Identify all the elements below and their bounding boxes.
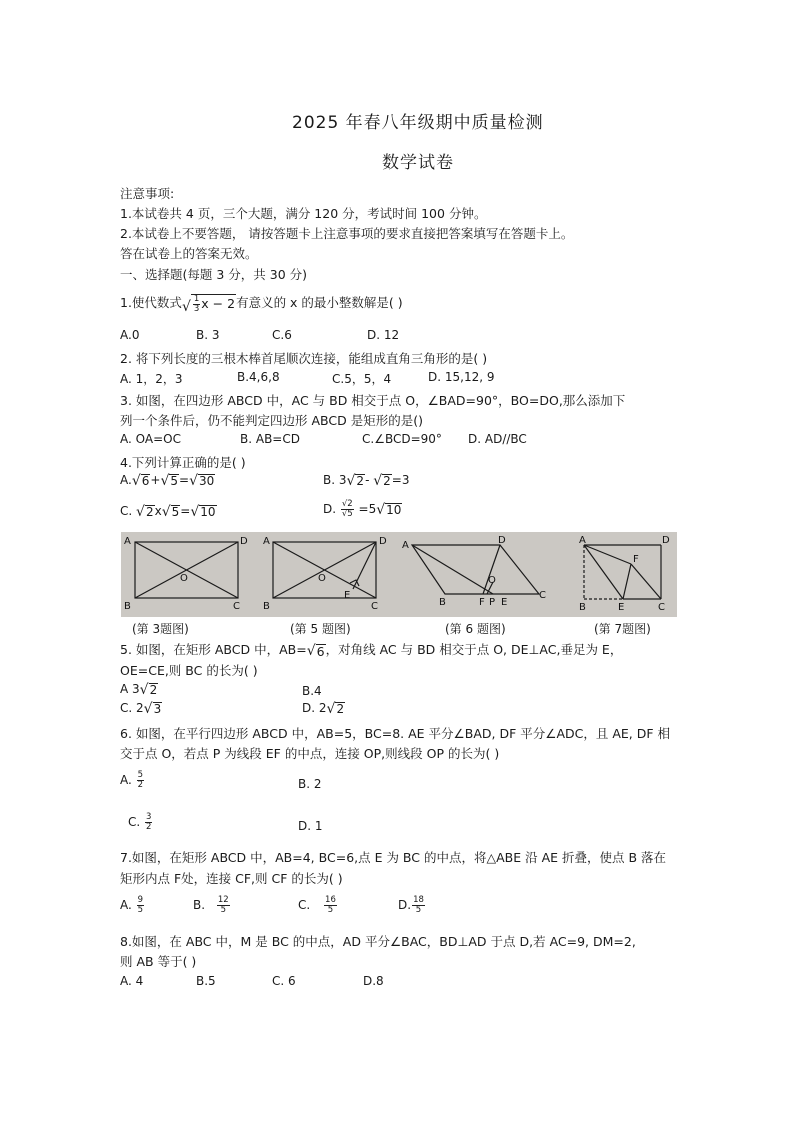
q4-b-minus: - [365,473,374,487]
fig6-label-a: A [402,540,409,551]
question-5-line-1: 5. 如图，在矩形 ABCD 中，AB= √ 6 ，对角线 AC 与 BD 相交于点 O, DE⊥AC,垂足为 E， [120,642,623,659]
fig6-label-p: P [489,597,496,608]
fig6-label-d: D [498,535,506,546]
caption-fig-5: (第 5 题图) [290,622,351,636]
q4-option-d: D. $\frac{√2}{√5}$ =5 √ 10 [323,499,402,519]
q5-c-rad: 3 [153,701,162,716]
q7-a-den: 5 [137,905,144,915]
figure-3-shape [135,542,238,598]
fig3-label-b: B [124,601,131,612]
page-title: 2025 年春八年级期中质量检测 [292,113,544,133]
q1-option-d: D. 12 [367,328,400,342]
q7-option-d [398,896,426,915]
caption-fig-3: (第 3题图) [132,622,189,636]
q4-b-rad1: 2 [356,473,365,488]
q6-c-num: 3 [146,812,152,822]
q4-d-den: √5 [341,509,353,519]
fig7-label-d: D [662,535,670,546]
q6-option-b: B. 2 [298,777,322,791]
q4-c-label: C. [120,504,137,518]
fig7-label-a: A [579,535,586,546]
q5-c-label: C. 2 [120,701,144,715]
q5-line1-post: ，对角线 AC 与 BD 相交于点 O, DE⊥AC,垂足为 E， [325,642,623,657]
question-8-line-2: 则 AB 等于( ) [120,954,197,969]
q2-option-b: B.4,6,8 [237,370,280,384]
q4-d-eq: =5 [354,502,377,516]
fig3-label-o: O [180,573,188,584]
q4-a-label: A. [120,473,132,487]
figure-6-shape [412,545,539,594]
notice-item-2: 2.本试卷上不要答题， 请按答题卡上注意事项的要求直接把答案填写在答题卡上。 [120,226,574,241]
q4-d-num: √2 [341,499,353,509]
q1-option-a: A.0 [120,328,140,342]
question-6-line-2: 交于点 O，若点 P 为线段 EF 的中点，连接 OP,则线段 OP 的长为( ) [120,746,500,761]
fig6-label-e: E [501,597,508,608]
q7-b-num: 12 [217,895,229,905]
figure-5-shape [273,542,376,598]
q4-c-rad2: 5 [171,504,180,519]
q5-a-label: A 3 [120,682,140,696]
question-4-stem: 4.下列计算正确的是( ) [120,455,246,470]
q6-option-a [120,771,145,790]
q8-option-d: D.8 [363,974,384,988]
notice-item-3: 答在试卷上的答案无效。 [120,246,258,261]
question-3-line-1: 3. 如图，在四边形 ABCD 中，AC 与 BD 相交于点 O，∠BAD=90°，BO=DO,那么添加下 [120,393,626,408]
q4-option-a: A. √ 6 + √ 5 = √ 30 [120,472,215,489]
q7-c-label: C. [298,898,311,912]
fig5-label-d: D [379,536,387,547]
q8-option-b: B.5 [196,974,216,988]
notice-item-1: 1.本试卷共 4 页，三个大题，满分 120 分，考试时间 100 分钟。 [120,206,487,221]
q7-d-label: D. [398,898,412,912]
question-2-stem: 2. 将下列长度的三根木棒首尾顺次连接，能组成直角三角形的是( ) [120,351,488,366]
q3-option-a: A. OA=OC [120,432,181,446]
q5-option-a: A 3 √ 2 [120,681,158,698]
q7-option-c [298,896,338,915]
q2-option-c: C.5，5，4 [332,372,392,386]
q4-option-b: B. 3 √ 2 - √ 2 =3 [323,472,410,489]
q5-option-b: B.4 [302,684,322,698]
q4-a-rad2: 5 [170,473,178,488]
q5-a-rad: 2 [149,682,158,697]
q5-d-label: D. 2 [302,701,327,715]
q7-a-num: 9 [137,895,144,905]
q1-frac-den: 3 [193,303,200,314]
q7-d-den: 5 [415,905,422,915]
q3-option-c: C.∠BCD=90° [362,432,442,446]
fig7-label-f: F [633,554,639,565]
q5-option-d: D. 2 √ 2 [302,700,345,717]
q1-prefix: 1.使代数式 [120,295,182,310]
q1-frac-num: 1 [193,293,200,304]
q4-d-rad: 10 [386,502,402,517]
q1-rad-rest: x − 2 [201,295,236,311]
page-subtitle: 数学试卷 [382,153,454,173]
q4-d-label: D. [323,502,340,516]
fig5-label-b: B [263,601,270,612]
q7-d-num: 18 [413,895,424,905]
q7-option-b [193,896,231,915]
q4-c-times: x [154,504,162,518]
q5-d-rad: 2 [336,701,345,716]
q7-c-den: 5 [327,905,334,915]
q5-option-c: C. 2 √ 3 [120,700,162,717]
q7-b-den: 5 [220,905,226,915]
q1-option-c: C.6 [272,328,292,342]
q4-c-rad3: 10 [200,504,216,519]
notice-heading: 注意事项: [120,186,175,201]
fig5-label-c: C [371,601,378,612]
q7-option-a [120,896,145,915]
fig7-label-b: B [579,602,586,613]
q4-a-rad3: 30 [198,473,215,488]
q6-c-den: 2 [146,822,152,832]
q2-option-a: A. 1，2，3 [120,372,183,386]
fig3-label-a: A [124,536,131,547]
question-1-stem [120,293,403,314]
q1-option-b: B. 3 [196,328,220,342]
q4-b-rad2: 2 [383,473,391,488]
q4-b-eq: =3 [391,473,410,487]
q1-suffix: 有意义的 x 的最小整数解是( ) [236,295,403,310]
q4-a-plus: + [150,473,161,487]
q6-a-label: A. [120,773,132,787]
q7-c-num: 16 [325,895,336,905]
question-5-line-2: OE=CE,则 BC 的长为( ) [120,663,258,678]
fig3-label-c: C [233,601,240,612]
q3-option-b: B. AB=CD [240,432,300,446]
q7-b-label: B. [193,898,206,912]
figure-strip [121,532,677,617]
figure-7-shape [584,545,661,599]
q4-a-rad1: 6 [141,473,150,488]
caption-fig-6: (第 6 题图) [445,622,506,636]
fig6-label-b: B [439,597,446,608]
q6-c-label: C. [128,815,141,829]
question-6-line-1: 6. 如图，在平行四边形 ABCD 中，AB=5，BC=8. AE 平分∠BAD, DF 平分∠ADC，且 AE, DF 相 [120,726,671,741]
fig7-label-c: C [658,602,665,613]
q6-a-den: 2 [137,780,144,790]
q4-c-rad1: 2 [145,504,154,519]
fig6-label-c: C [539,590,546,601]
q1-radical: √ $\frac{1}{3}$ x − 2 [181,293,236,315]
fig7-label-e: E [618,602,625,613]
q6-a-num: 5 [137,770,144,780]
q4-c-eq: = [180,504,191,518]
q5-line1-pre: 5. 如图，在矩形 ABCD 中，AB= [120,642,307,657]
q7-a-label: A. [120,898,132,912]
fig5-label-o: O [318,573,326,584]
fig6-label-o: O [488,575,496,586]
fig6-label-f: F [479,597,485,608]
question-7-line-2: 矩形内点 F处，连接 CF,则 CF 的长为( ) [120,871,343,886]
geometry-figures [121,532,677,617]
fig5-label-a: A [263,536,270,547]
caption-fig-7: (第 7题图) [594,622,651,636]
q4-b-label: B. 3 [323,473,347,487]
q8-option-c: C. 6 [272,974,296,988]
fig3-label-d: D [240,536,248,547]
question-7-line-1: 7.如图，在矩形 ABCD 中，AB=4, BC=6,点 E 为 BC 的中点，将△ABE 沿 AE 折叠，使点 B 落在 [120,850,667,865]
fig5-label-e: E [344,590,351,601]
q6-option-d: D. 1 [298,819,323,833]
q6-option-c [128,813,153,832]
q4-a-eq: = [179,473,190,487]
q4-option-c: C. √ 2 x √ 5 = √ 10 [120,503,216,520]
question-3-line-2: 列一个条件后，仍不能判定四边形 ABCD 是矩形的是() [120,413,423,428]
q2-option-d: D. 15,12, 9 [428,370,495,384]
question-8-line-1: 8.如图，在 ABC 中，M 是 BC 的中点，AD 平分∠BAC，BD⊥AD 于点 D,若 AC=9, DM=2, [120,934,636,949]
q3-option-d: D. AD//BC [468,432,527,446]
q5-rad: 6 [316,643,325,659]
q8-option-a: A. 4 [120,974,144,988]
section-heading: 一、选择题(每题 3 分，共 30 分) [120,267,308,282]
